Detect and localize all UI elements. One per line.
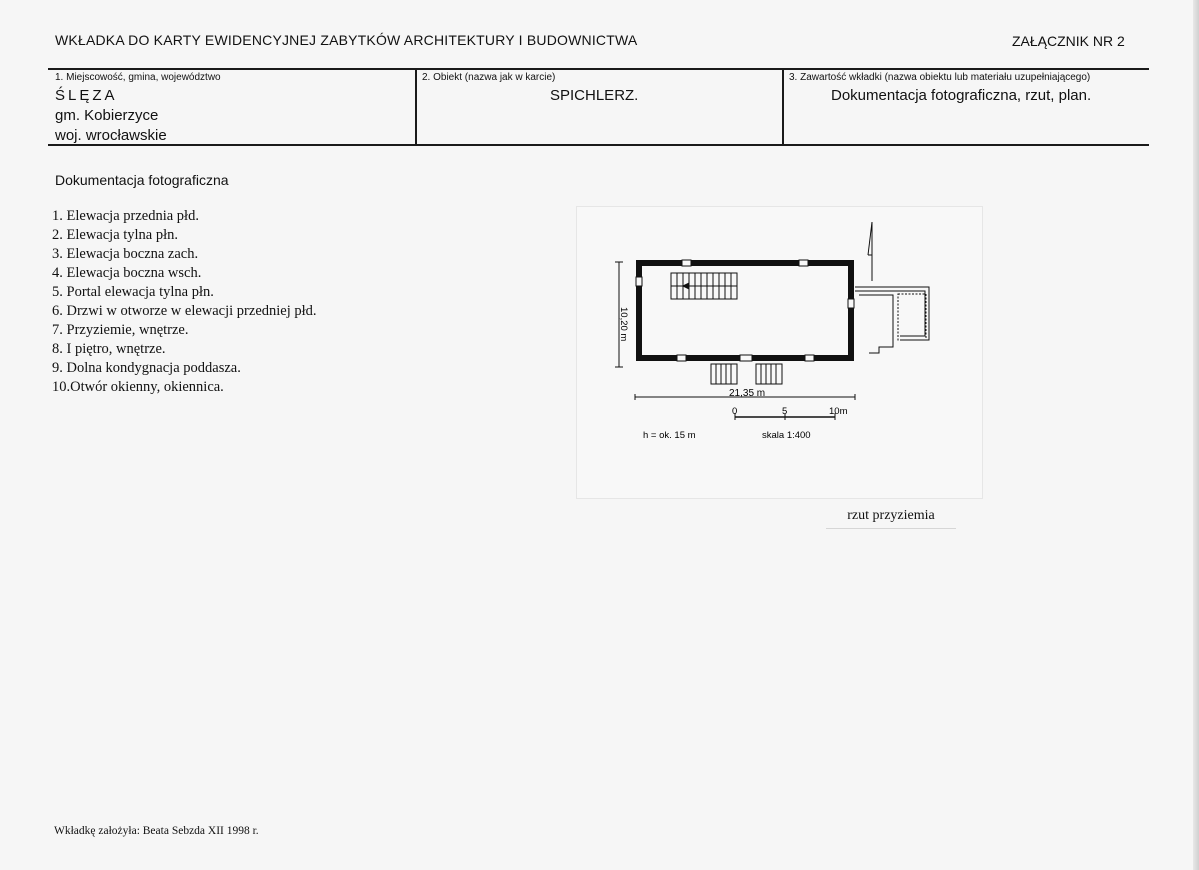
- location-commune: gm. Kobierzyce: [55, 107, 159, 124]
- list-item: 10.Otwór okienny, okiennica.: [52, 379, 224, 395]
- author-note: Wkładkę założyła: Beata Sebzda XII 1998 r.: [54, 825, 259, 837]
- document-title: WKŁADKA DO KARTY EWIDENCYJNEJ ZABYTKÓW ARCHITEKTURY I BUDOWNICTWA: [55, 32, 638, 48]
- floor-plan-drawing: [577, 207, 982, 498]
- north-arrow: [868, 222, 872, 281]
- scale-0-label: 0: [732, 406, 738, 417]
- location-town: ŚLĘZA: [55, 87, 118, 104]
- location-voivodeship: woj. wrocławskie: [55, 127, 167, 144]
- annex-outline: [855, 287, 929, 353]
- list-item: 7. Przyziemie, wnętrze.: [52, 322, 189, 338]
- object-value: SPICHLERZ.: [550, 87, 639, 104]
- width-label: 21,35 m: [729, 388, 766, 399]
- list-item: 3. Elewacja boczna zach.: [52, 246, 199, 262]
- list-item: 2. Elewacja tylna płn.: [52, 227, 179, 243]
- location-label: 1. Miejscowość, gmina, województwo: [55, 72, 221, 83]
- staircase: [671, 273, 737, 299]
- table-divider-1: [415, 69, 417, 146]
- list-item: 8. I piętro, wnętrze.: [52, 341, 166, 357]
- table-divider-2: [782, 69, 784, 146]
- list-item: 4. Elewacja boczna wsch.: [52, 265, 202, 281]
- entrance-steps: [711, 364, 782, 384]
- annex-number: ZAŁĄCZNIK NR 2: [1012, 33, 1125, 49]
- photo-section-title: Dokumentacja fotograficzna: [55, 172, 229, 188]
- table-bottom-rule: [48, 144, 1149, 146]
- scale-10-label: 10m: [829, 406, 848, 417]
- list-item: 5. Portal elewacja tylna płn.: [52, 284, 214, 300]
- object-label: 2. Obiekt (nazwa jak w karcie): [422, 72, 556, 83]
- plan-caption: rzut przyziemia: [826, 506, 956, 529]
- list-item: 1. Elewacja przednia płd.: [52, 208, 199, 224]
- floor-plan-figure: [576, 206, 983, 499]
- list-item: 6. Drzwi w otworze w elewacji przedniej płd.: [52, 303, 317, 319]
- table-top-rule: [48, 68, 1149, 70]
- height-note: h = ok. 15 m: [643, 430, 696, 441]
- contents-label: 3. Zawartość wkładki (nazwa obiektu lub materiału uzupełniającego): [789, 72, 1091, 83]
- page-edge: [1193, 0, 1199, 870]
- scale-5-label: 5: [782, 406, 788, 417]
- depth-label: 10,20 m: [618, 307, 629, 342]
- contents-value: Dokumentacja fotograficzna, rzut, plan.: [831, 87, 1092, 104]
- photo-list: [52, 207, 317, 397]
- scale-note: skala 1:400: [762, 430, 811, 441]
- list-item: 9. Dolna kondygnacja poddasza.: [52, 360, 241, 376]
